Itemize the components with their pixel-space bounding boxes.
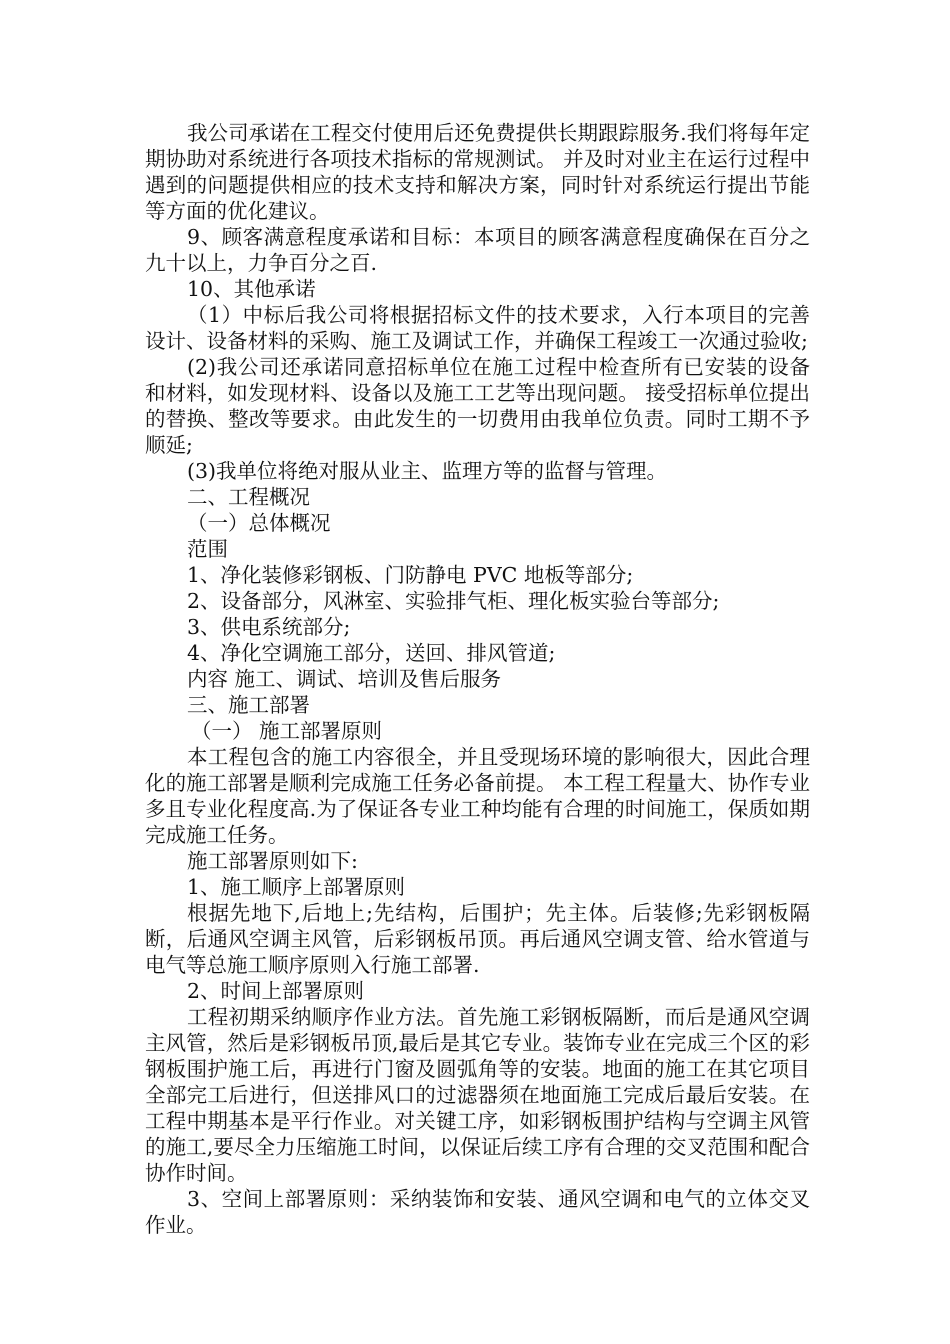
paragraph-satisfaction-goal: 9、顾客满意程度承诺和目标：本项目的顾客满意程度确保在百分之九十以上，力争百分之百. <box>145 225 810 275</box>
scope-item-2: 2、设备部分，风淋室、实验排气柜、理化板实验台等部分; <box>187 589 720 613</box>
heading-general-overview: （一）总体概况 <box>187 511 331 535</box>
scope-item-4: 4、净化空调施工部分，送回、排风管道; <box>187 641 556 665</box>
heading-project-overview: 二、工程概况 <box>187 485 310 509</box>
scope-item-3: 3、供电系统部分; <box>187 615 351 639</box>
heading-construction-deployment: 三、施工部署 <box>187 693 310 717</box>
heading-time-principle: 2、时间上部署原则 <box>187 979 365 1003</box>
paragraph-commitment-1: （1）中标后我公司将根据招标文件的技术要求，入行本项目的完善设计、设备材料的采购、施工及调试工作，并确保工程竣工一次通过验收; <box>145 303 810 353</box>
scope-item-1: 1、净化装修彩钢板、门防静电 PVC 地板等部分; <box>187 563 634 587</box>
heading-deployment-principles: （一） 施工部署原则 <box>191 719 383 743</box>
heading-other-commitments: 10、其他承诺 <box>187 277 316 301</box>
paragraph-time-principle: 工程初期采纳顺序作业方法。首先施工彩钢板隔断，而后是通风空调主风管，然后是彩钢板吊顶,最后是其它专业。装饰专业在完成三个区的彩钢板围护施工后，再进行门窗及圆弧角等的安装。地面的施工在其它项目全部完工后进行，但送排风口的过滤器须在地面施工完成后最后安装。在工程中期基本是平行作业。对关键工序，如彩钢板围护结构与空调主风管的施工,要尽全力压缩施工时间，以保证后续工序有合理的交叉范围和配合协作时间。 <box>145 1005 810 1185</box>
paragraph-space-principle: 3、空间上部署原则：采纳装饰和安装、通风空调和电气的立体交叉作业。 <box>145 1187 810 1237</box>
label-principles-follow: 施工部署原则如下: <box>187 849 358 873</box>
heading-sequence-principle: 1、施工顺序上部署原则 <box>187 875 406 899</box>
paragraph-service-commitment: 我公司承诺在工程交付使用后还免费提供长期跟踪服务.我们将每年定期协助对系统进行各项技术指标的常规测试。 并及时对业主在运行过程中遇到的问题提供相应的技术支持和解决方案，同时针对系统运行提出节能等方面的优化建议。 <box>145 121 810 223</box>
label-scope: 范围 <box>187 537 228 561</box>
paragraph-commitment-3: (3)我单位将绝对服从业主、监理方等的监督与管理。 <box>187 459 668 483</box>
document-page <box>145 120 810 1238</box>
content-line: 内容 施工、调试、培训及售后服务 <box>187 667 502 691</box>
paragraph-sequence-principle: 根据先地下,后地上;先结构，后围护；先主体。后装修;先彩钢板隔断，后通风空调主风管，后彩钢板吊顶。再后通风空调支管、给水管道与电气等总施工顺序原则入行施工部署. <box>145 901 810 977</box>
paragraph-deployment-intro: 本工程包含的施工内容很全，并且受现场环境的影响很大，因此合理化的施工部署是顺利完成施工任务必备前提。 本工程工程量大、协作专业多且专业化程度高.为了保证各专业工种均能有合理的时间施工，保质如期完成施工任务。 <box>145 745 810 847</box>
paragraph-commitment-2: (2)我公司还承诺同意招标单位在施工过程中检查所有已安装的设备和材料，如发现材料、设备以及施工工艺等出现问题。 接受招标单位提出的替换、整改等要求。由此发生的一切费用由我单位负责。同时工期不予顺延; <box>145 355 810 457</box>
